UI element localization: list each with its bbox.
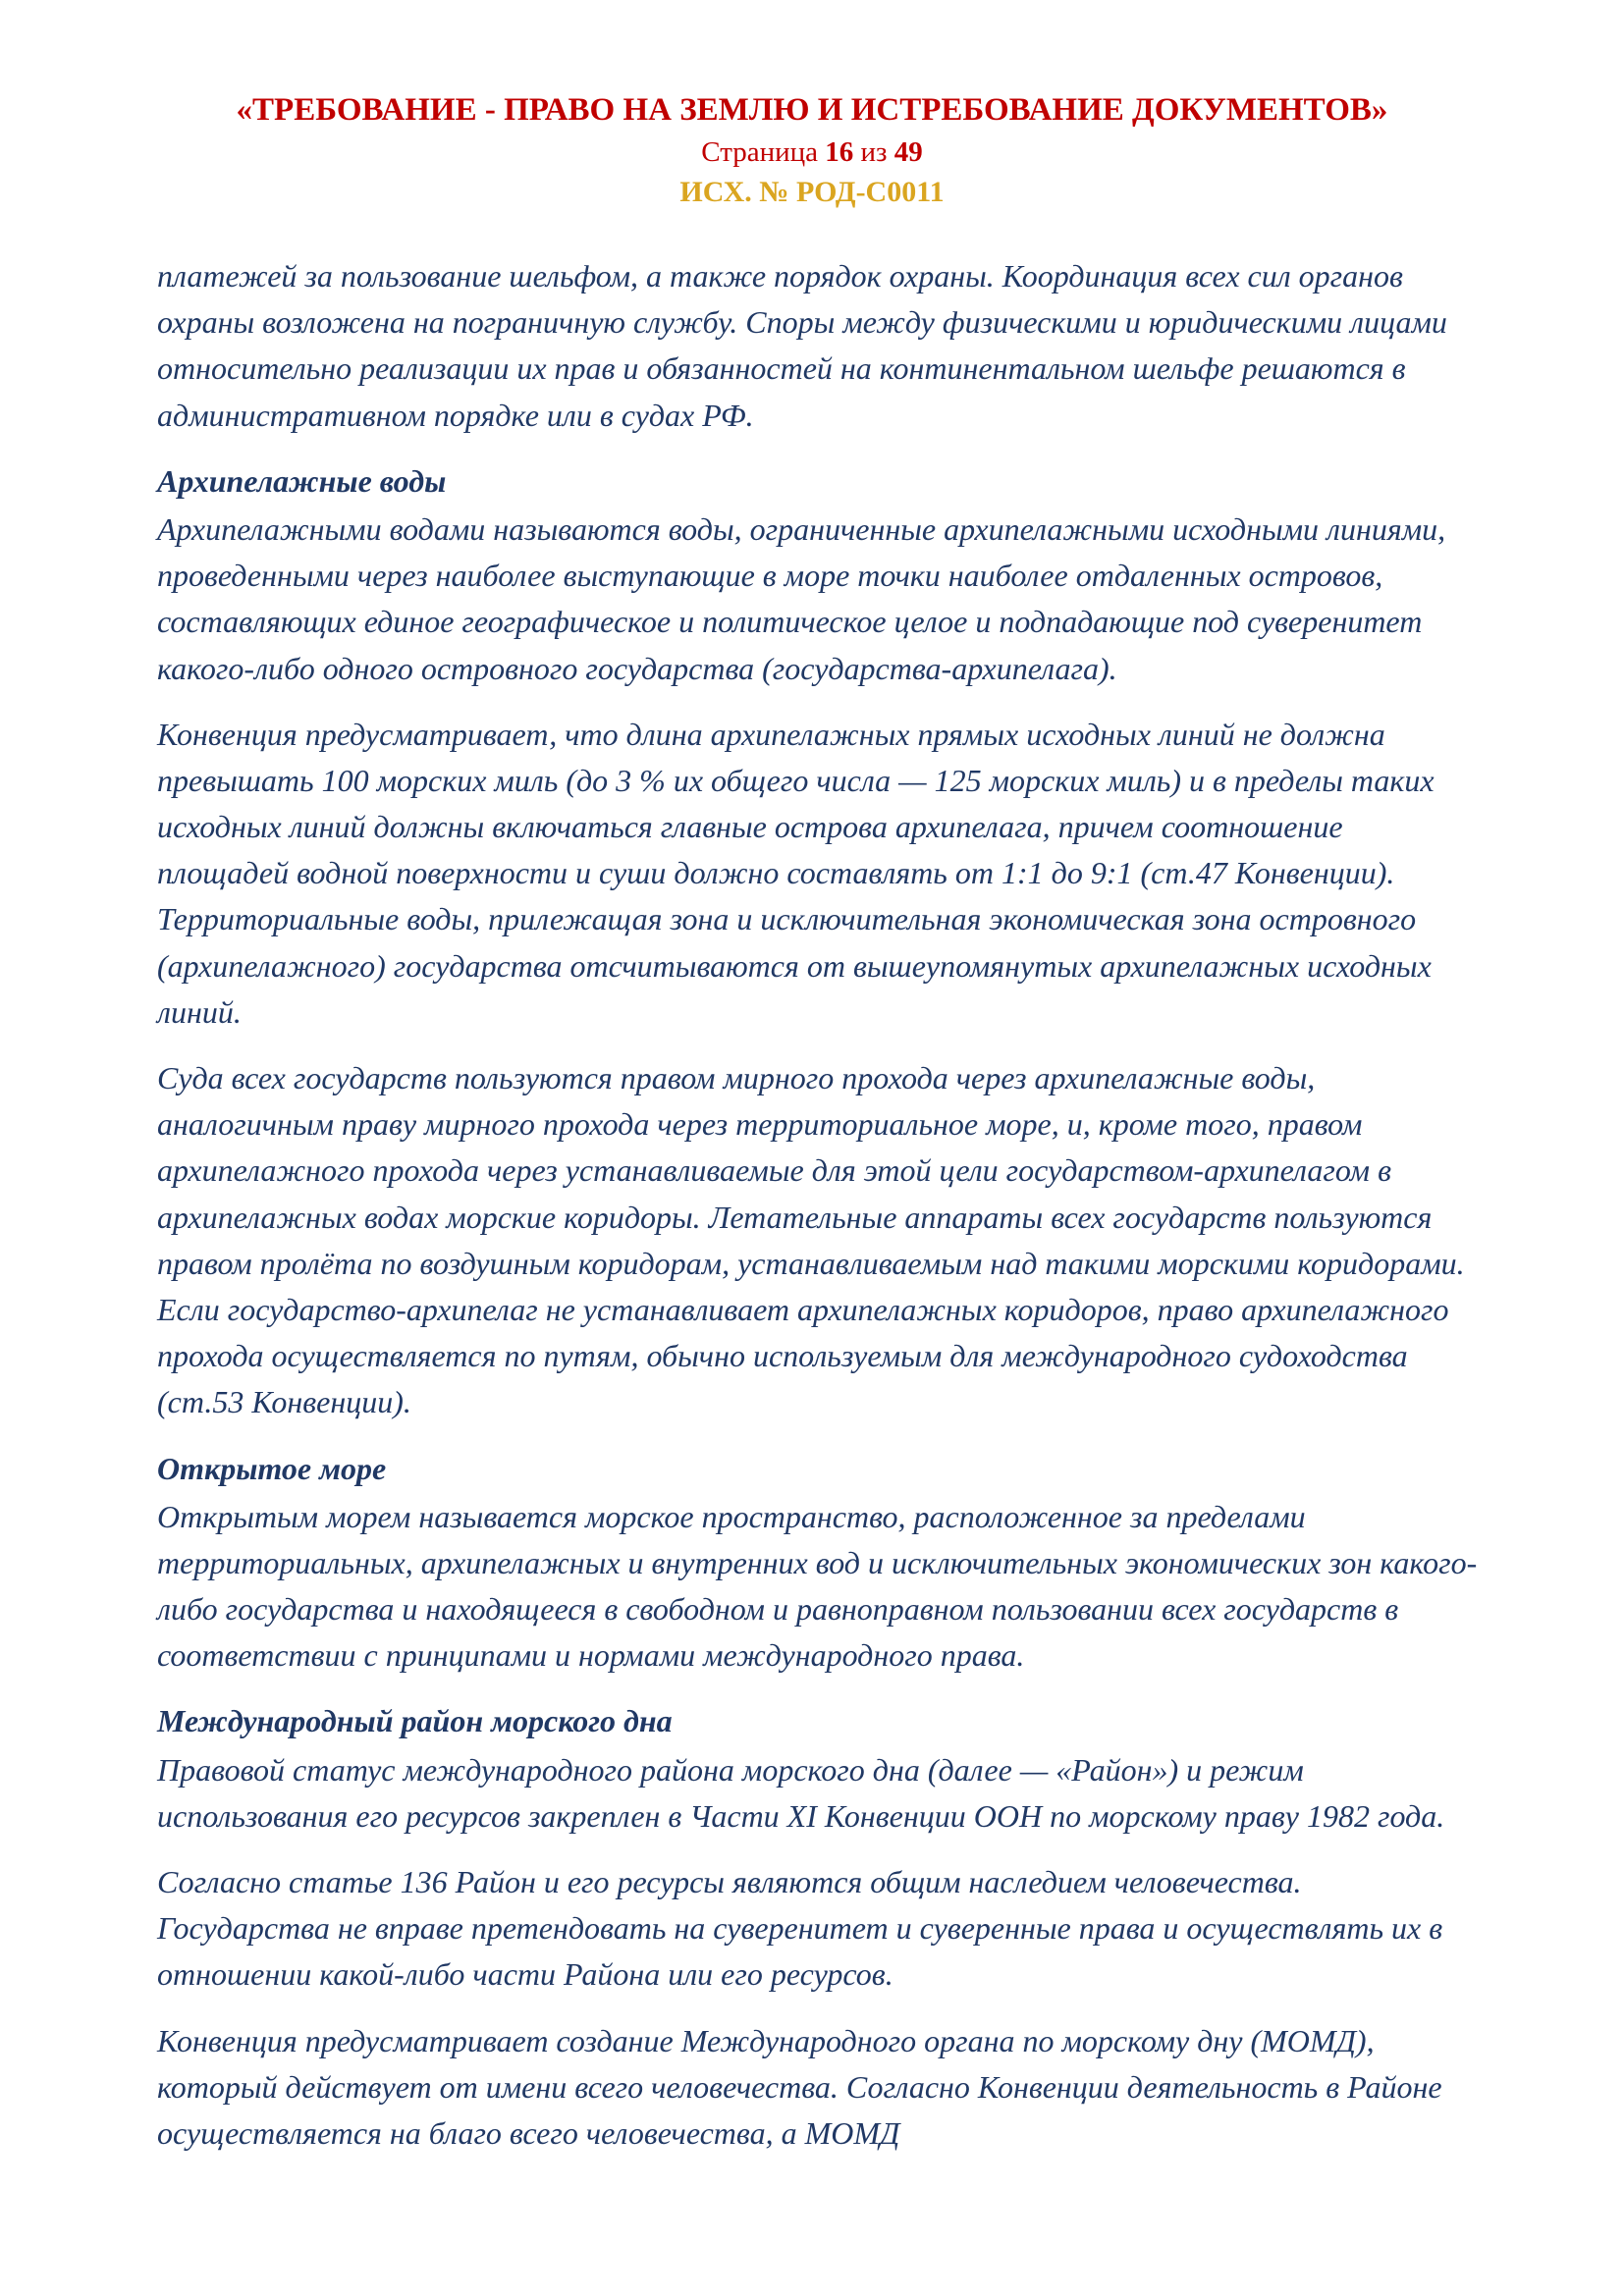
section-heading-international-seabed-area: Международный район морского дна bbox=[157, 1703, 673, 1739]
paragraph-isba-creation: Конвенция предусматривает создание Международного органа по морскому дну (МОМД), который действует от имени всего человечества. Согласно Конвенции деятельность в Районе осуществляется на благо всего человечества, а МОМД bbox=[157, 2022, 1442, 2151]
paragraph-archipelagic-definition: Архипелажными водами называются воды, ограниченные архипелажными исходными линиями, проведенными через наиболее выступающие в море точки наиболее отдаленных островов, составляющих единое географическое и политическое целое и подпадающие под суверенитет какого-либо одного островного государства (государства-архипелага). bbox=[157, 510, 1446, 686]
page-indicator bbox=[132, 134, 1492, 170]
page-word: Страница bbox=[701, 136, 819, 169]
section-heading-open-sea: Открытое море bbox=[157, 1450, 387, 1486]
page-total: 49 bbox=[893, 136, 923, 169]
document-body bbox=[157, 253, 1478, 2157]
paragraph-convention-baselines: Конвенция предусматривает, что длина архипелажных прямых исходных линий не должна превышать 100 морских миль (до 3 % их общего числа — 125 морских миль) и в пределы таких исходных линий должны включаться главные острова архипелага, причем соотношение площадей водной поверхности и суши должно составлять от 1:1 до 9:1 (ст.47 Конвенции). Территориальные воды, прилежащая зона и исключительная экономическая зона островного (архипелажного) государства отсчитываются от вышеупомянутых архипелажных исходных линий. bbox=[157, 716, 1435, 1030]
paragraph-open-sea-definition: Открытым морем называется морское пространство, расположенное за пределами территориальных, архипелажных и внутренних вод и исключительных экономических зон какого-либо государства и находящееся в свободном и равноправном пользовании всех государств в соответствии с принципами и нормами международного права. bbox=[157, 1498, 1478, 1674]
paragraph-shelf-payments: платежей за пользование шельфом, а также порядок охраны. Координация всех сил органов охраны возложена на пограничную службу. Споры между физическими и юридическими лицами относительно реализации их прав и обязанностей на континентальном шельфе решаются в административном порядке или в судах РФ. bbox=[157, 258, 1447, 433]
reference-number: ИСХ. № РОД-С0011 bbox=[679, 175, 945, 208]
paragraph-article-136: Согласно статье 136 Район и его ресурсы являются общим наследием человечества. Государства не вправе претендовать на суверенитет и суверенные права и осуществлять их в отношении какой-либо части Района или его ресурсов. bbox=[157, 1864, 1443, 1993]
paragraph-innocent-passage: Суда всех государств пользуются правом мирного прохода через архипелажные воды, аналогичным праву мирного прохода через территориальное море, и, кроме того, правом архипелажного прохода через устанавливаемые для этой цели государством-архипелагом в архипелажных водах морские коридоры. Летательные аппараты всех государств пользуются правом пролёта по воздушным коридорам, устанавливаемым над такими морскими коридорами. Если государство-архипелаг не устанавливает архипелажных коридоров, право архипелажного прохода осуществляется по путям, обычно используемым для международного судоходства (ст.53 Конвенции). bbox=[157, 1060, 1465, 1420]
page-header bbox=[132, 90, 1492, 210]
paragraph-seabed-legal-status: Правовой статус международного района морского дна (далее — «Район») и режим использования его ресурсов закреплен в Части XI Конвенции ООН по морскому праву 1982 года. bbox=[157, 1751, 1445, 1834]
section-heading-archipelagic-waters: Архипелажные воды bbox=[157, 462, 447, 499]
document-title: «ТРЕБОВАНИЕ - ПРАВО НА ЗЕМЛЮ И ИСТРЕБОВАНИЕ ДОКУМЕНТОВ» bbox=[236, 92, 1388, 128]
page-number: 16 bbox=[825, 136, 854, 169]
of-word: из bbox=[860, 136, 888, 169]
